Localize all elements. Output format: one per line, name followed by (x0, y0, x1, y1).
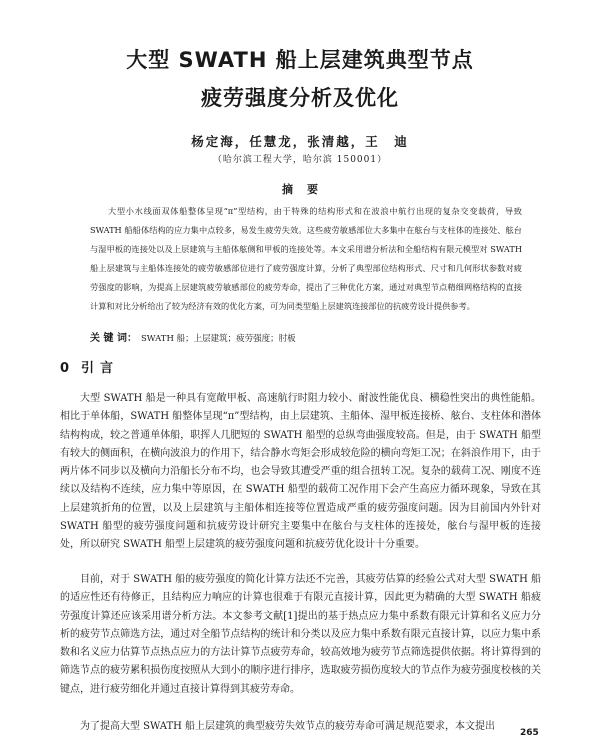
affiliation: （哈尔滨工程大学，哈尔滨 150001） (212, 155, 388, 165)
abstract-text: 大型小水线面双体船整体呈现“π”型结构，由于特殊的结构形式和在波浪中航行出现的复杂交变载荷，导致 SWATH 船船体结构的应力集中点较多，易发生疲劳失效。这些疲劳敏感部位大多集中在舷台与支柱体的连接处、舷台与湿甲板的连接处以及上层建筑与主船体舷侧和甲板的连接处等。本文采用谱分析法和全船结构有限元模型对 SWATH 船上层建筑与主船体连接处的疲劳敏感部位进行了疲劳强度计算，分析了典型部位结构形式、尺寸和几何形状参数对疲劳强度的影响，为提高上层建筑疲劳敏感部位的疲劳寿命，提出了三种优化方案，通过对典型节点精细网格结构的直接计算和对比分析给出了较为经济有效的优化方案，可为同类型船上层建筑连接部位的抗疲劳设计提供参考。 (90, 206, 522, 311)
section-title: 引言 (81, 361, 120, 376)
keywords (90, 329, 522, 344)
keywords-label: 关 键 词： (90, 333, 137, 344)
authors: 杨定海，任慧龙，张清越，王 迪 (191, 134, 409, 149)
body-paragraph-2: 目前，对于 SWATH 船的疲劳强度的简化计算方法还不完善，其疲劳估算的经验公式对大型 SWATH 船的适应性还有待修正，且结构应力响应的计算也很难于有限元直接计算，因此更为精确的大型 SWATH 船疲劳强度计算还应该采用谱分析方法。本文参考文献[1]提出的基于热点应力集中系数有限元计算和名义应力分析的疲劳节点筛选方法，通过对全船节点结构的统计和分类以及应力集中系数有限元直接计算，以应力集中系数和名义应力估算节点热点应力的方法计算节点疲劳寿命，较高效地为疲劳节点筛选提供依据。将计算得到的筛选节点的疲劳累积损伤度按照从大到小的顺序进行排序，选取疲劳损伤度较大的节点作为疲劳强度校核的关键点，进行疲劳细化并通过直接计算得到其疲劳寿命。 (60, 574, 541, 695)
body-paragraph-1: 大型 SWATH 船是一种具有宽敞甲板、高速航行时阻力较小、耐波性能优良、横稳性突出的典性能船。相比于单体船，SWATH 船整体呈现“π”型结构，由上层建筑、主船体、湿甲板连接桥、舷台、支柱体和潜体结构构成，较之普通单体船，职挥人几肥短的 SWATH 船型的总纵弯曲强度较高。但是，由于 SWATH 船型有较大的侧面积，在横向波浪力的作用下，结合静水弯矩会形成较危险的横向弯矩工况；在斜浪作用下，由于两片体不同步以及横向力沿船长分布不均，也会导致其遭受严重的组合扭转工况。复杂的载荷工况、刚度不连续以及结构不连续，应力集中等原因，在 SWATH 船型的载荷工况作用下会产生高应力循环现象，导致在其上层建筑折角的位置，以及上层建筑与主船体相连接等位置造成严重的疲劳强度问题。因为目前国内外针对 SWATH 船型的疲劳强度问题和抗疲劳设计研究主要集中在舷台与支柱体的连接处，舷台与湿甲板的连接处，所以研究 SWATH 船型上层建筑的疲劳强度问题和抗疲劳优化设计十分重要。 (60, 393, 541, 551)
abstract-heading: 摘要 (282, 183, 332, 196)
section-number: 0 (60, 361, 70, 376)
section-heading-introduction (60, 357, 119, 376)
title-line-1: 大型 SWATH 船上层建筑典型节点 (126, 48, 474, 72)
title-line-2: 疲劳强度分析及优化 (201, 86, 399, 110)
page-number: 265 (520, 728, 539, 738)
body-paragraph-3: 为了提高大型 SWATH 船上层建筑的典型疲劳失效节点的疲劳寿命可满足规范要求，本文提出 (80, 721, 496, 732)
keywords-text: SWATH 船；上层建筑；疲劳强度；肘板 (140, 334, 296, 344)
